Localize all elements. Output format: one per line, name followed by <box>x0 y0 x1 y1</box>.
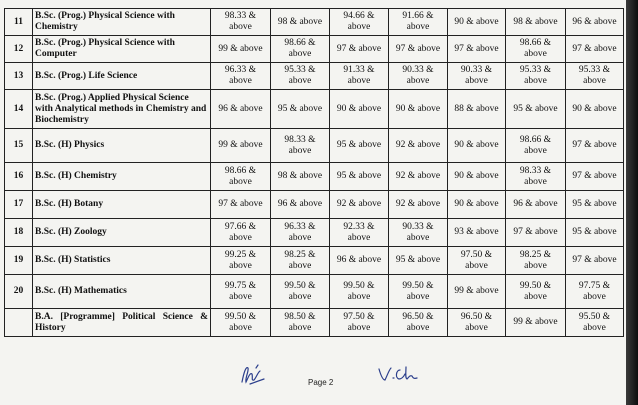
table-row <box>5 247 624 275</box>
cutoff-value-cell: 90 & above <box>330 90 389 129</box>
cutoff-value-cell: 97.75 & above <box>566 275 624 309</box>
cutoff-value-cell: 99 & above <box>448 275 506 309</box>
cutoff-value-cell: 96.33 & above <box>211 63 271 90</box>
table-row <box>5 163 624 191</box>
table-body <box>5 9 624 337</box>
cutoff-value-cell: 91.33 & above <box>330 63 389 90</box>
cutoff-value-cell: 92 & above <box>389 129 448 163</box>
serial-number-cell: 20 <box>5 275 33 309</box>
cutoff-value-cell: 95 & above <box>566 191 624 219</box>
cutoff-value-cell: 90.33 & above <box>389 219 448 247</box>
cutoff-value-cell: 99 & above <box>211 129 271 163</box>
cutoff-value-cell: 99 & above <box>211 36 271 63</box>
course-name-cell: B.Sc. (H) Mathematics <box>33 275 211 309</box>
cutoff-value-cell: 98.66 & above <box>271 36 330 63</box>
cutoff-value-cell: 97 & above <box>566 36 624 63</box>
cutoff-value-cell: 99.50 & above <box>506 275 566 309</box>
cutoff-value-cell: 92 & above <box>330 191 389 219</box>
table-row <box>5 191 624 219</box>
cutoff-value-cell: 97 & above <box>566 247 624 275</box>
table-row <box>5 63 624 90</box>
cutoff-value-cell: 94.66 & above <box>330 9 389 36</box>
course-name-cell: B.Sc. (Prog.) Physical Science with Computer <box>33 36 211 63</box>
cutoff-value-cell: 90 & above <box>448 163 506 191</box>
cutoff-value-cell: 96 & above <box>506 191 566 219</box>
cutoff-value-cell: 97 & above <box>448 36 506 63</box>
cutoff-value-cell: 97 & above <box>566 129 624 163</box>
cutoff-value-cell: 97 & above <box>330 36 389 63</box>
serial-number-cell: 15 <box>5 129 33 163</box>
cutoff-value-cell: 88 & above <box>448 90 506 129</box>
cutoff-value-cell: 95.33 & above <box>566 63 624 90</box>
cutoff-value-cell: 95.33 & above <box>506 63 566 90</box>
cutoff-value-cell: 90 & above <box>566 90 624 129</box>
cutoff-value-cell: 95 & above <box>330 129 389 163</box>
page-number: Page 2 <box>308 378 334 387</box>
cutoff-value-cell: 96.33 & above <box>271 219 330 247</box>
cutoff-value-cell: 98.25 & above <box>271 247 330 275</box>
cutoff-value-cell: 97 & above <box>566 163 624 191</box>
cutoff-value-cell: 96.50 & above <box>389 309 448 337</box>
cutoff-value-cell: 90.33 & above <box>389 63 448 90</box>
cutoff-value-cell: 92.33 & above <box>330 219 389 247</box>
cutoff-value-cell: 90 & above <box>448 9 506 36</box>
serial-number-cell: 12 <box>5 36 33 63</box>
serial-number-cell: 13 <box>5 63 33 90</box>
cutoff-value-cell: 99 & above <box>506 309 566 337</box>
scan-edge <box>626 0 638 405</box>
cutoff-value-cell: 90 & above <box>389 90 448 129</box>
serial-number-cell: 16 <box>5 163 33 191</box>
cutoff-value-cell: 92 & above <box>389 163 448 191</box>
cutoff-value-cell: 98.50 & above <box>271 309 330 337</box>
cutoff-value-cell: 97.66 & above <box>211 219 271 247</box>
cutoff-value-cell: 98 & above <box>271 163 330 191</box>
serial-number-cell <box>5 309 33 337</box>
cutoff-value-cell: 96 & above <box>211 90 271 129</box>
cutoff-value-cell: 92 & above <box>389 191 448 219</box>
serial-number-cell: 19 <box>5 247 33 275</box>
cutoff-value-cell: 99.25 & above <box>211 247 271 275</box>
course-name-cell: B.Sc. (H) Chemistry <box>33 163 211 191</box>
cutoff-value-cell: 90.33 & above <box>448 63 506 90</box>
serial-number-cell: 17 <box>5 191 33 219</box>
cutoff-value-cell: 97.50 & above <box>330 309 389 337</box>
cutoff-value-cell: 96 & above <box>330 247 389 275</box>
serial-number-cell: 11 <box>5 9 33 36</box>
cutoff-value-cell: 96.50 & above <box>448 309 506 337</box>
table-row <box>5 309 624 337</box>
cutoff-value-cell: 97 & above <box>506 219 566 247</box>
cutoff-value-cell: 96 & above <box>566 9 624 36</box>
cutoff-value-cell: 95.50 & above <box>566 309 624 337</box>
course-name-cell: B.Sc. (H) Zoology <box>33 219 211 247</box>
cutoff-value-cell: 99.50 & above <box>211 309 271 337</box>
table-row <box>5 275 624 309</box>
cutoff-value-cell: 98.66 & above <box>211 163 271 191</box>
cutoff-value-cell: 98.66 & above <box>506 36 566 63</box>
course-name-cell: B.Sc. (H) Physics <box>33 129 211 163</box>
cutoff-value-cell: 98.25 & above <box>506 247 566 275</box>
cutoff-value-cell: 95 & above <box>271 90 330 129</box>
cutoff-value-cell: 99.50 & above <box>330 275 389 309</box>
serial-number-cell: 18 <box>5 219 33 247</box>
table-row <box>5 90 624 129</box>
course-name-cell: B.A. [Programme] Political Science & History <box>33 309 211 337</box>
cutoff-value-cell: 98.66 & above <box>506 129 566 163</box>
table-row <box>5 36 624 63</box>
table-row <box>5 219 624 247</box>
signature-left <box>236 362 270 388</box>
table-row <box>5 9 624 36</box>
cutoff-value-cell: 93 & above <box>448 219 506 247</box>
cutoff-value-cell: 99.75 & above <box>211 275 271 309</box>
cutoff-value-cell: 98.33 & above <box>506 163 566 191</box>
cutoff-value-cell: 98.33 & above <box>271 129 330 163</box>
table-row <box>5 129 624 163</box>
course-name-cell: B.Sc. (H) Botany <box>33 191 211 219</box>
cutoff-value-cell: 95 & above <box>566 219 624 247</box>
cutoff-value-cell: 98.33 & above <box>211 9 271 36</box>
cutoff-value-cell: 98 & above <box>271 9 330 36</box>
cutoff-value-cell: 95.33 & above <box>271 63 330 90</box>
serial-number-cell: 14 <box>5 90 33 129</box>
cutoff-value-cell: 97 & above <box>211 191 271 219</box>
cutoff-value-cell: 96 & above <box>271 191 330 219</box>
cutoff-value-cell: 90 & above <box>448 129 506 163</box>
cutoff-value-cell: 95 & above <box>330 163 389 191</box>
cutoff-value-cell: 99.50 & above <box>271 275 330 309</box>
cutoff-table <box>4 8 624 337</box>
cutoff-value-cell: 97 & above <box>389 36 448 63</box>
course-name-cell: B.Sc. (Prog.) Life Science <box>33 63 211 90</box>
cutoff-value-cell: 95 & above <box>506 90 566 129</box>
course-name-cell: B.Sc. (H) Statistics <box>33 247 211 275</box>
cutoff-value-cell: 95 & above <box>389 247 448 275</box>
cutoff-value-cell: 98 & above <box>506 9 566 36</box>
cutoff-value-cell: 90 & above <box>448 191 506 219</box>
cutoff-value-cell: 91.66 & above <box>389 9 448 36</box>
cutoff-value-cell: 97.50 & above <box>448 247 506 275</box>
signature-right <box>376 364 422 386</box>
cutoff-value-cell: 99.50 & above <box>389 275 448 309</box>
course-name-cell: B.Sc. (Prog.) Applied Physical Science with Analytical methods in Chemistry and Biochemistry <box>33 90 211 129</box>
course-name-cell: B.Sc. (Prog.) Physical Science with Chemistry <box>33 9 211 36</box>
